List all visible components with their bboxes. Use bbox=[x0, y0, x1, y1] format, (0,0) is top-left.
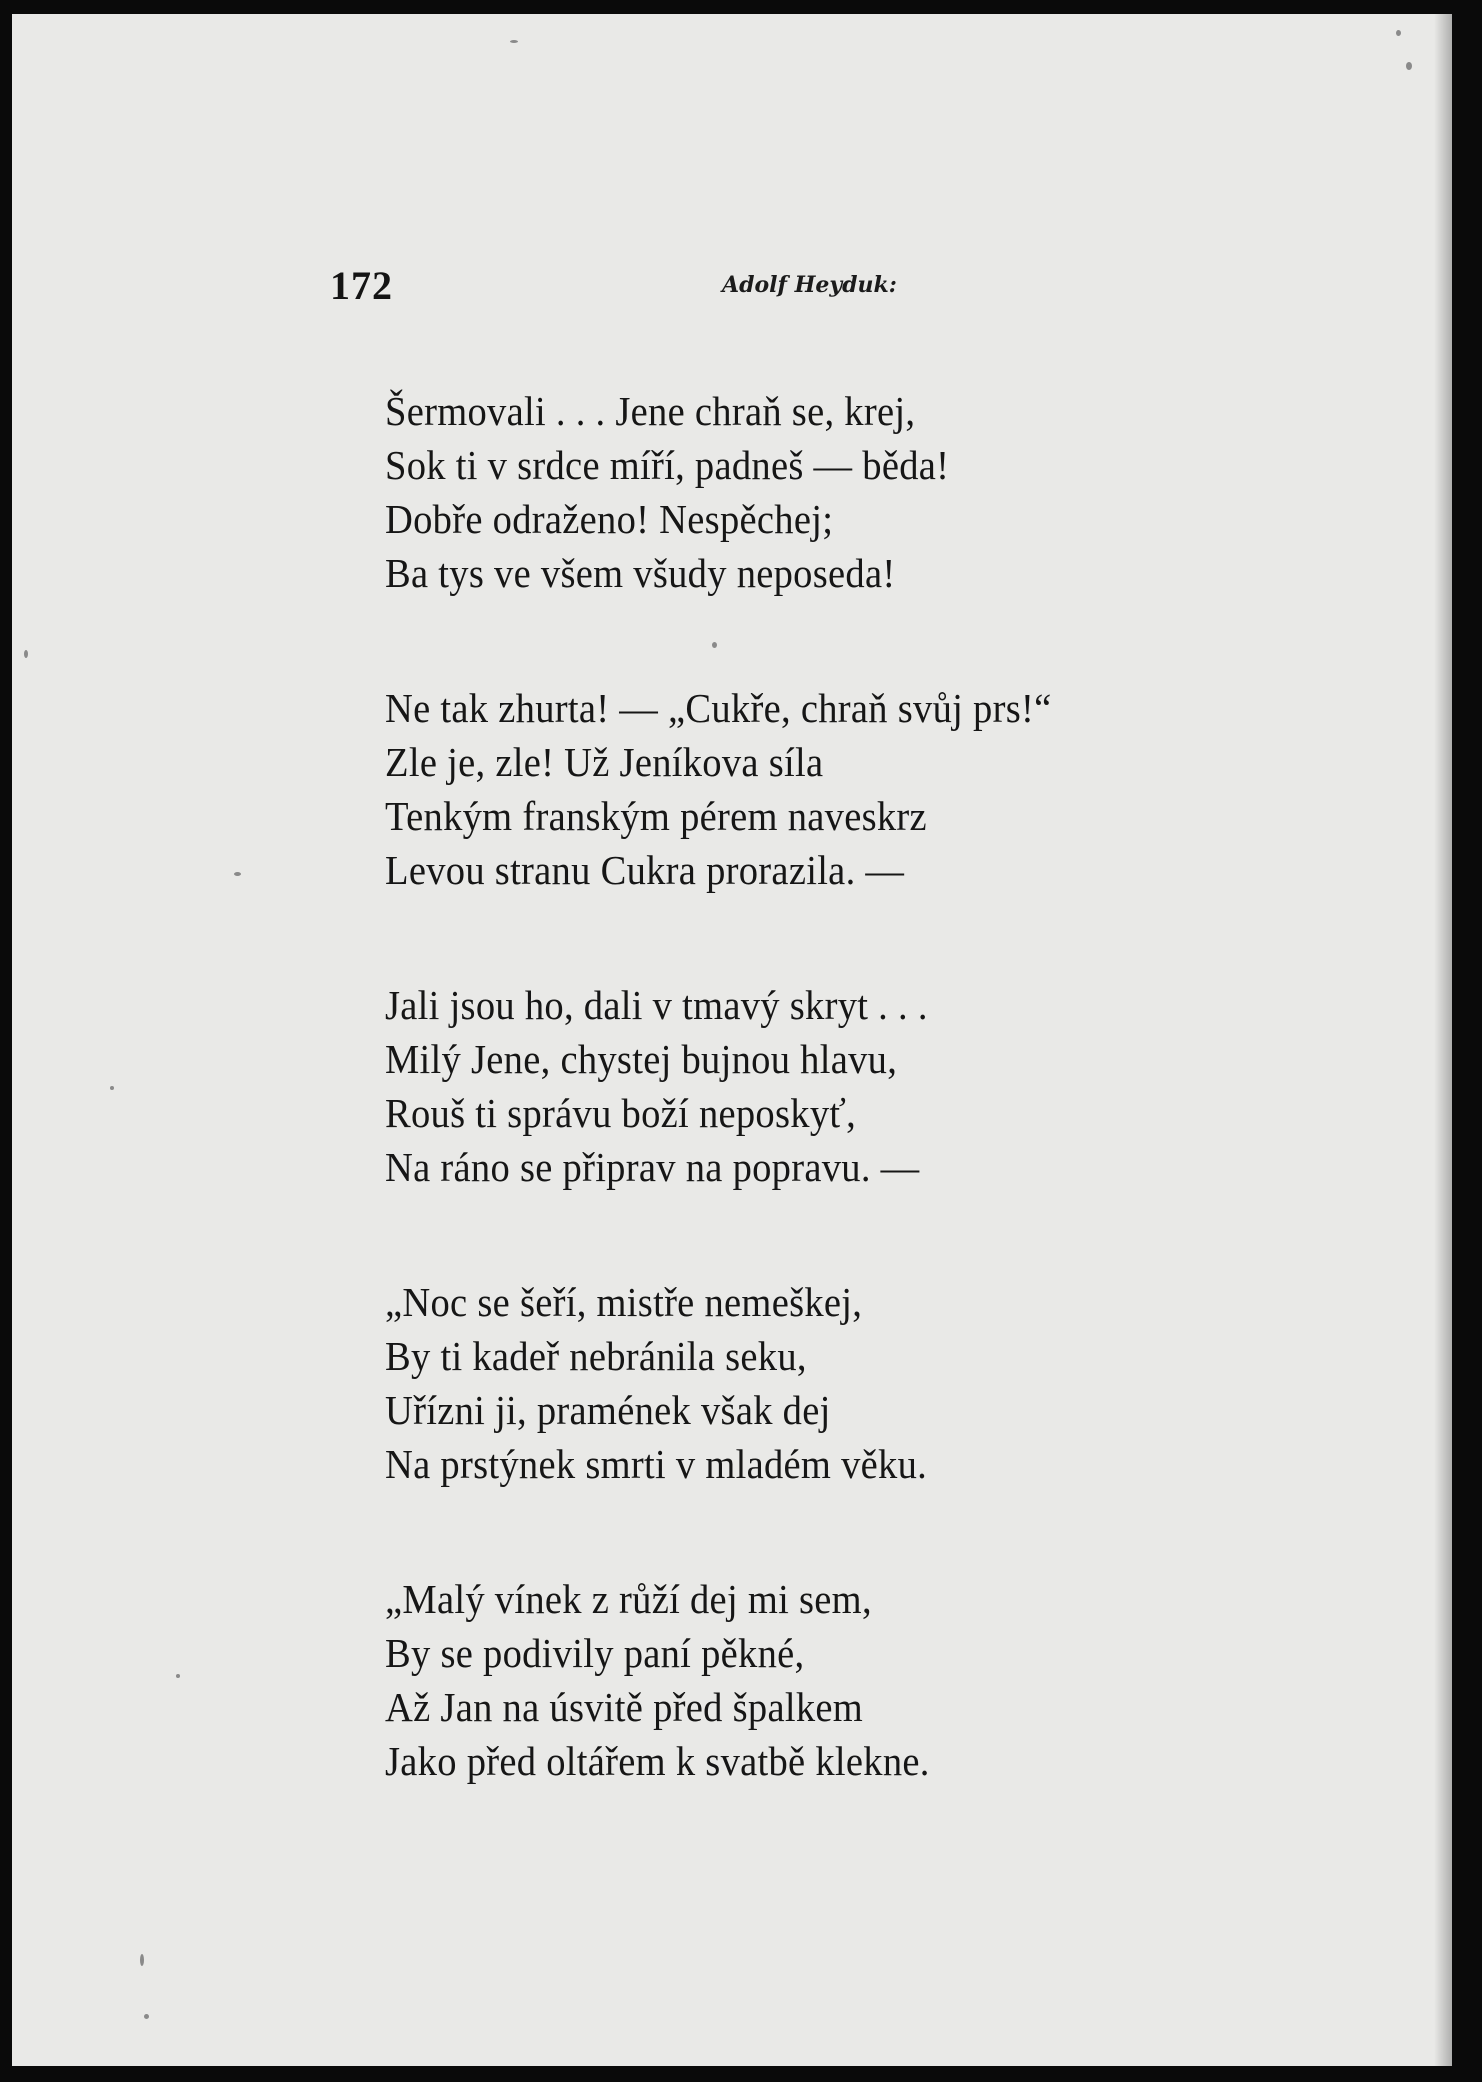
page-number: 172 bbox=[330, 263, 393, 308]
stanza-1 bbox=[385, 384, 1385, 600]
poem-line: Dobře odraženo! Nespěchej; bbox=[385, 496, 834, 542]
poem-line: Až Jan na úsvitě před špalkem bbox=[385, 1684, 864, 1730]
paper-speck bbox=[140, 1954, 144, 1966]
page-header bbox=[330, 262, 1030, 322]
poem-line: Sok ti v srdce míří, padneš — běda! bbox=[385, 442, 950, 488]
paper-speck bbox=[510, 40, 518, 43]
poem-line: Jako před oltářem k svatbě klekne. bbox=[385, 1738, 930, 1784]
poem-line: Rouš ti správu boží neposkyť, bbox=[385, 1090, 857, 1136]
poem-line: Zle je, zle! Už Jeníkova síla bbox=[385, 739, 824, 785]
stanza-2 bbox=[385, 681, 1385, 897]
poem-line: „Noc se šeří, mistře nemeškej, bbox=[385, 1279, 863, 1325]
poem-line: Tenkým franským pérem naveskrz bbox=[385, 793, 927, 839]
page-edge-shadow bbox=[1434, 14, 1452, 2066]
poem-line: „Malý vínek z růží dej mi sem, bbox=[385, 1576, 872, 1622]
stanza-5 bbox=[385, 1572, 1385, 1788]
poem-line: Na prstýnek smrti v mladém věku. bbox=[385, 1441, 928, 1487]
paper-speck bbox=[1406, 62, 1412, 70]
paper-speck bbox=[234, 872, 241, 876]
poem-line: By ti kadeř nebránila seku, bbox=[385, 1333, 807, 1379]
poem-line: Šermovali . . . Jene chraň se, krej, bbox=[385, 388, 916, 434]
poem-line: Jali jsou ho, dali v tmavý skryt . . . bbox=[385, 982, 928, 1028]
stanza-3 bbox=[385, 978, 1385, 1194]
paper-speck bbox=[176, 1674, 180, 1678]
stanza-4 bbox=[385, 1275, 1385, 1491]
poem-line: Ne tak zhurta! — „Cukře, chraň svůj prs!“ bbox=[385, 685, 1052, 731]
poem-line: Levou stranu Cukra prorazila. — bbox=[385, 847, 905, 893]
poem bbox=[385, 384, 1385, 1869]
poem-line: Uřízni ji, pramének však dej bbox=[385, 1387, 831, 1433]
poem-line: Ba tys ve všem všudy neposeda! bbox=[385, 550, 896, 596]
book-page bbox=[12, 14, 1452, 2066]
paper-speck bbox=[144, 2014, 149, 2019]
paper-speck bbox=[24, 650, 28, 658]
poem-line: By se podivily paní pěkné, bbox=[385, 1630, 805, 1676]
paper-speck bbox=[110, 1086, 114, 1090]
paper-speck bbox=[1396, 30, 1401, 36]
paper-speck bbox=[712, 642, 717, 648]
poem-line: Milý Jene, chystej bujnou hlavu, bbox=[385, 1036, 898, 1082]
running-head: Adolf Heyduk: bbox=[722, 272, 897, 298]
poem-line: Na ráno se připrav na popravu. — bbox=[385, 1144, 920, 1190]
